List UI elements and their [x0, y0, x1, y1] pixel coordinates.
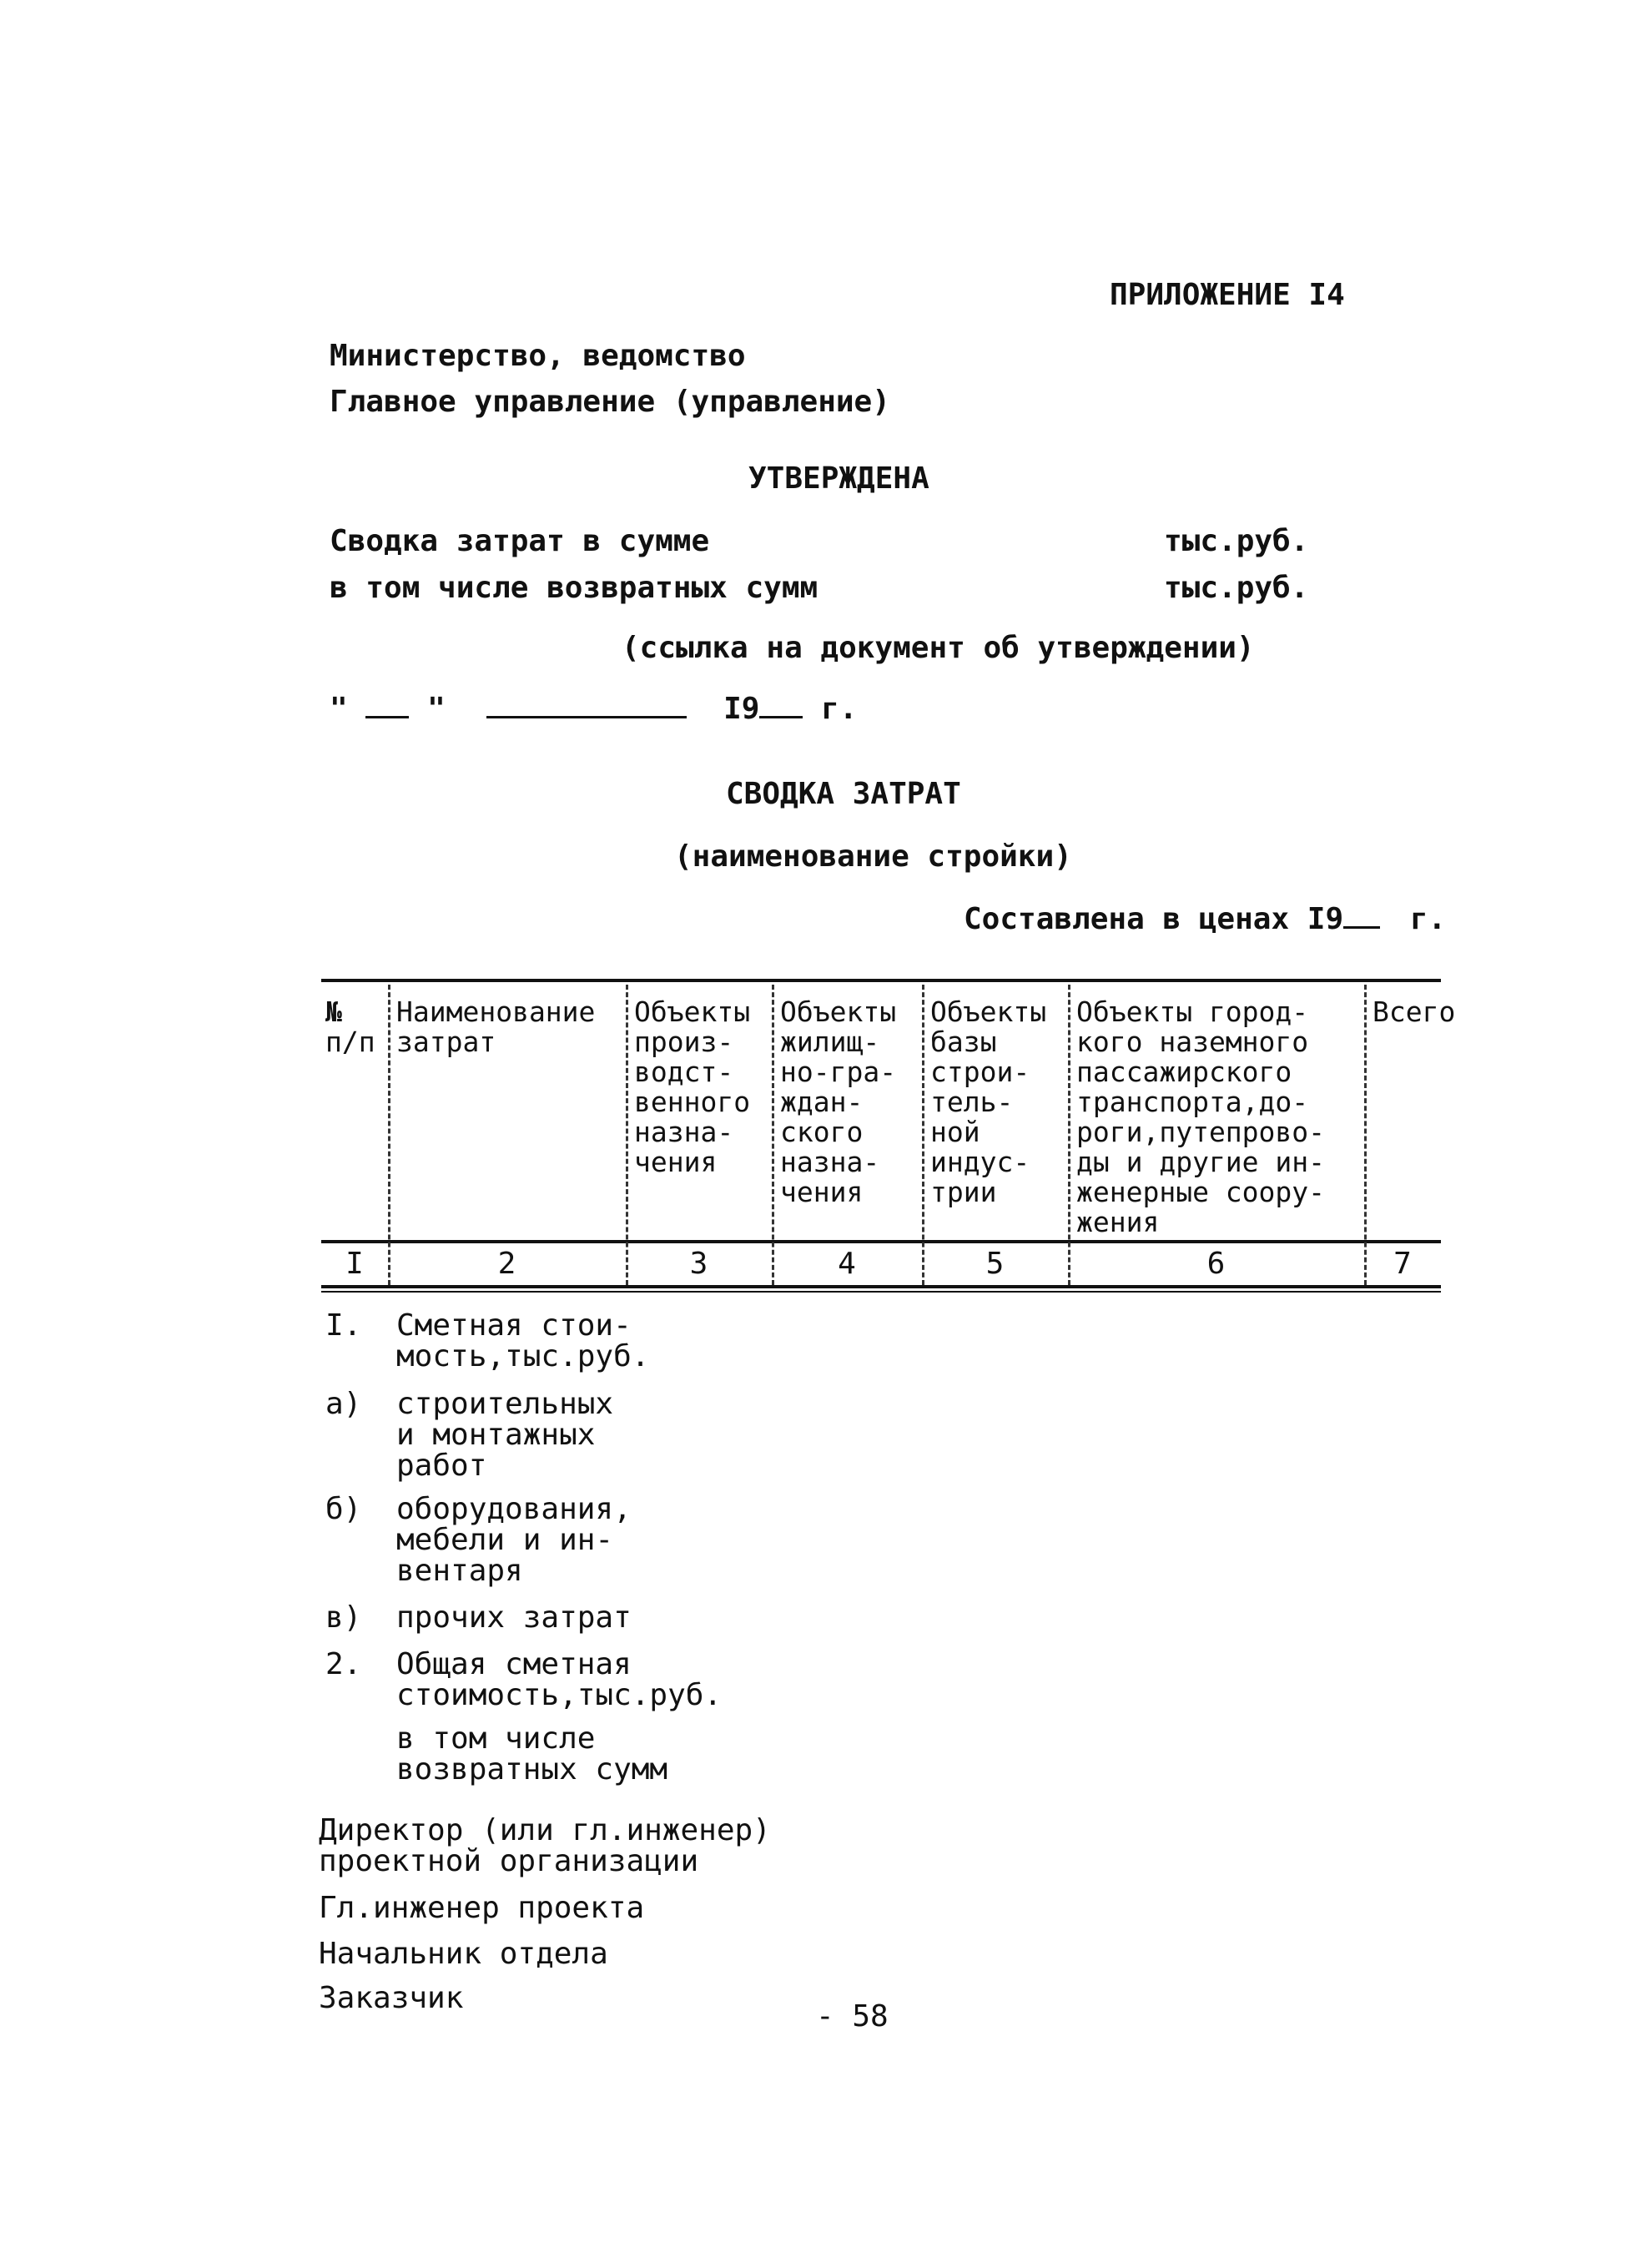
row-marker: в) — [325, 1600, 362, 1635]
header-line: индус- — [930, 1146, 1030, 1178]
column-number: 5 — [985, 1247, 1005, 1281]
header-line: ждан- — [780, 1086, 864, 1118]
table-header-rule — [321, 1240, 1441, 1243]
signature-chief-engineer: Гл.инженер проекта — [319, 1891, 645, 1925]
date-year-blank — [759, 691, 803, 718]
approval-title: УТВЕРЖДЕНА — [748, 461, 929, 496]
row-line: Сметная стои- — [396, 1308, 632, 1343]
header-line: ды и другие ин- — [1076, 1146, 1326, 1178]
header-line: венного — [634, 1086, 751, 1118]
row-text — [396, 1649, 722, 1711]
prices-label: Составлена в ценах I9 — [964, 902, 1344, 936]
page-number: - 58 — [816, 1999, 889, 2034]
date-quote-close: " — [427, 692, 446, 726]
header-line: Наименование — [396, 995, 596, 1028]
header-line: но-гра- — [780, 1056, 897, 1088]
approval-sum-unit: тыс.руб. — [1164, 524, 1309, 558]
date-year-prefix: I9 — [723, 692, 760, 726]
header-col-7 — [1372, 997, 1455, 1027]
column-separator — [1364, 985, 1367, 1285]
header-col-6 — [1076, 997, 1325, 1237]
appendix-label: ПРИЛОЖЕНИЕ I4 — [1110, 278, 1345, 312]
header-col-2 — [396, 997, 595, 1057]
header-line: водст- — [634, 1056, 734, 1088]
directorate-line: Главное управление (управление) — [330, 385, 890, 419]
header-line: Объекты город- — [1076, 995, 1309, 1028]
header-line: ной — [930, 1116, 980, 1148]
row-line: и монтажных — [396, 1418, 596, 1452]
row-text — [396, 1723, 667, 1785]
header-line: № — [325, 995, 342, 1028]
header-line: кого наземного — [1076, 1026, 1309, 1058]
header-line: женерные соору- — [1076, 1176, 1326, 1208]
approval-reference: (ссылка на документ об утверждении) — [622, 631, 1255, 665]
prices-year-blank — [1343, 901, 1380, 929]
header-line: строи- — [930, 1056, 1030, 1088]
row-line: Общая сметная — [396, 1647, 632, 1681]
signature-customer: Заказчик — [319, 1981, 464, 2015]
row-marker: а) — [325, 1387, 362, 1421]
table-numbers-rule-2 — [321, 1291, 1441, 1293]
row-line: стоимость,тыс.руб. — [396, 1678, 723, 1712]
row-line: вентаря — [396, 1554, 523, 1588]
header-line: затрат — [396, 1026, 496, 1058]
row-line: мебели и ин- — [396, 1523, 614, 1557]
header-line: жения — [1076, 1206, 1160, 1238]
row-text — [396, 1602, 632, 1633]
date-quote-open: " — [330, 692, 348, 726]
header-line: роги,путепрово- — [1076, 1116, 1326, 1148]
header-line: Объекты — [780, 995, 897, 1028]
prices-line — [964, 901, 1446, 938]
row-line: работ — [396, 1449, 487, 1483]
table-top-rule — [321, 979, 1441, 982]
approval-date-line — [330, 691, 858, 728]
header-line: назна- — [634, 1116, 734, 1148]
header-line: произ- — [634, 1026, 734, 1058]
row-line: прочих затрат — [396, 1600, 632, 1635]
header-line: п/п — [325, 1026, 375, 1058]
row-line: строительных — [396, 1387, 614, 1421]
summary-subtitle: (наименование стройки) — [674, 839, 1072, 874]
column-separator — [626, 985, 628, 1285]
row-marker: I. — [325, 1308, 362, 1343]
row-line: в том числе — [396, 1721, 596, 1756]
row-text — [396, 1494, 632, 1586]
column-separator — [388, 985, 390, 1285]
column-number: 2 — [497, 1247, 516, 1281]
header-col-5 — [930, 997, 1046, 1207]
approval-refund-unit: тыс.руб. — [1164, 571, 1309, 605]
column-number: 3 — [689, 1247, 708, 1281]
column-separator — [1068, 985, 1070, 1285]
column-separator — [922, 985, 924, 1285]
header-col-3 — [634, 997, 750, 1177]
signature-line: Директор (или гл.инженер) — [319, 1813, 771, 1847]
row-marker: б) — [325, 1492, 362, 1526]
header-line: базы — [930, 1026, 997, 1058]
header-line: тель- — [930, 1086, 1014, 1118]
column-number: 7 — [1393, 1247, 1412, 1281]
header-line: Объекты — [930, 995, 1047, 1028]
signature-line: проектной организации — [319, 1844, 699, 1878]
ministry-line: Министерство, ведомство — [330, 339, 746, 373]
date-day-blank — [365, 691, 409, 718]
column-number: I — [345, 1247, 364, 1281]
header-line: жилищ- — [780, 1026, 880, 1058]
row-text — [396, 1310, 649, 1372]
table-numbers-rule — [321, 1285, 1441, 1288]
header-line: трии — [930, 1176, 997, 1208]
header-line: ского — [780, 1116, 864, 1148]
header-line: чения — [780, 1176, 864, 1208]
header-line: назна- — [780, 1146, 880, 1178]
header-col-1 — [325, 997, 375, 1057]
row-marker: 2. — [325, 1647, 362, 1681]
column-separator — [772, 985, 774, 1285]
date-month-blank — [486, 691, 687, 718]
approval-refund-label: в том числе возвратных сумм — [330, 571, 818, 605]
row-line: оборудования, — [396, 1492, 632, 1526]
signature-director — [319, 1815, 771, 1877]
header-line: Объекты — [634, 995, 751, 1028]
prices-suffix: г. — [1409, 902, 1447, 936]
row-text — [396, 1389, 613, 1481]
column-number: 6 — [1206, 1247, 1226, 1281]
header-col-4 — [780, 997, 896, 1207]
signature-department-head: Начальник отдела — [319, 1937, 608, 1971]
summary-title: СВОДКА ЗАТРАТ — [726, 777, 961, 811]
header-line: пассажирского — [1076, 1056, 1292, 1088]
row-line: мость,тыс.руб. — [396, 1339, 650, 1373]
row-line: возвратных сумм — [396, 1752, 668, 1787]
approval-sum-label: Сводка затрат в сумме — [330, 524, 710, 558]
header-line: Всего — [1372, 995, 1456, 1028]
date-suffix: г. — [821, 692, 858, 726]
column-number: 4 — [838, 1247, 856, 1281]
header-line: транспорта,до- — [1076, 1086, 1309, 1118]
header-line: чения — [634, 1146, 718, 1178]
